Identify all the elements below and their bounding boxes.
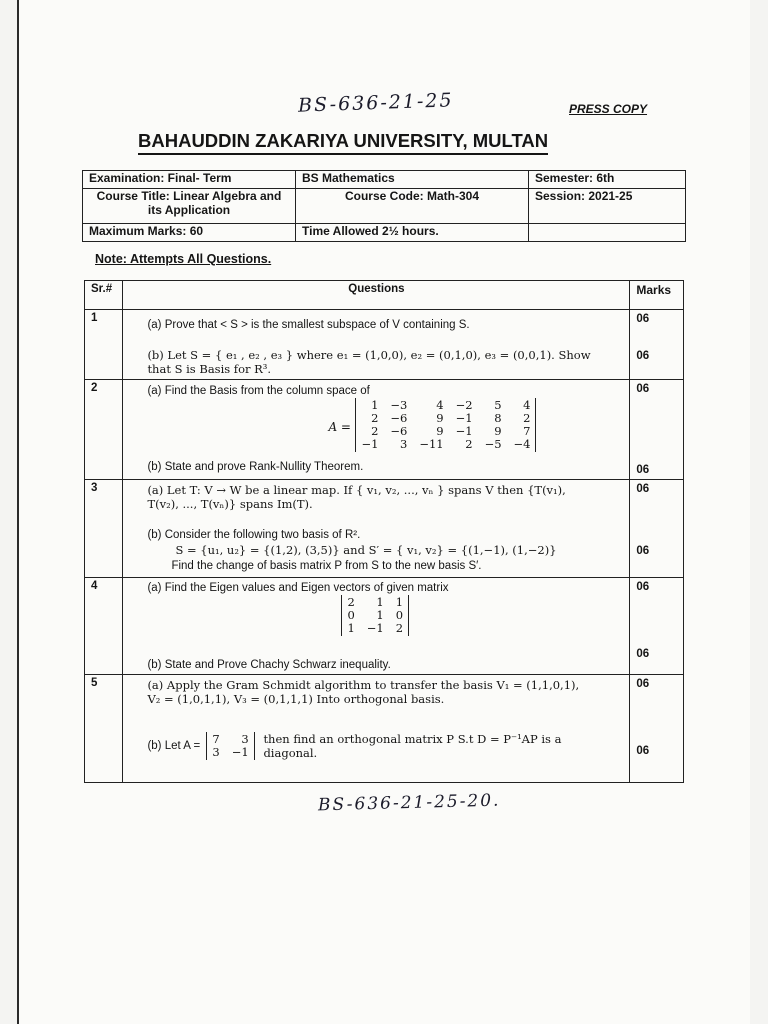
matrix-entry: 2 (347, 595, 355, 609)
matrix-label: A = (328, 420, 351, 434)
matrix-entry: 1 (376, 608, 384, 622)
question-4-part-b: (b) State and Prove Chachy Schwarz inequality. (147, 659, 391, 671)
marks-value: 06 (636, 678, 650, 690)
question-4 (123, 578, 630, 675)
question-3-bases: S = {u₁, u₂} = {(1,2), (3,5)} and S′ = { v₁, v₂} = {(1,−1), (1,−2)} (175, 543, 557, 557)
time-allowed-cell: Time Allowed 2½ hours. (296, 224, 529, 242)
matrix-entry: 1 (395, 595, 404, 609)
matrix-entry: 2 (395, 621, 404, 635)
press-copy-label: PRESS COPY (569, 102, 648, 116)
marks-value: 06 (636, 350, 650, 362)
question-number: 3 (85, 480, 123, 578)
course-title-cell: Course Title: Linear Algebra and its Application (83, 189, 296, 224)
question-1-marks (630, 310, 684, 380)
question-3 (123, 480, 630, 578)
question-1-part-b: (b) Let S = { e₁ , e₂ , e₃ } where e₁ = (1,0,0), e₂ = (0,1,0), e₃ = (0,0,1). Show that S is Basis for R³. (147, 348, 591, 376)
matrix-entry: 7 (523, 424, 531, 438)
eigen-matrix (341, 595, 409, 636)
matrix-entry: −5 (484, 437, 502, 451)
question-4-marks (630, 578, 684, 675)
matrix-entry: −6 (390, 424, 408, 438)
question-3-marks (630, 480, 684, 578)
question-5-part-a: (a) Apply the Gram Schmidt algorithm to transfer the basis V₁ = (1,1,0,1), V₂ = (1,0,1,1), V₃ = (0,1,1,1) Into orthogonal basis. (147, 678, 580, 706)
question-2-part-a: (a) Find the Basis from the column space of (147, 385, 370, 397)
question-2-part-b: (b) State and prove Rank-Nullity Theorem. (147, 461, 364, 473)
matrix-entry: −1 (231, 745, 249, 759)
session-cell: Session: 2021-25 (529, 189, 686, 224)
matrix-entry: 3 (212, 745, 220, 759)
handwritten-paper-code: BS-636-21-25 (297, 89, 454, 117)
matrix-entry: −1 (361, 437, 379, 451)
question-2 (123, 380, 630, 480)
marks-value: 06 (636, 648, 650, 660)
marks-value: 06 (636, 745, 650, 757)
sr-header: Sr.# (85, 281, 123, 310)
matrix-entry: 2 (371, 424, 379, 438)
matrix-entry: 5 (494, 398, 502, 412)
examination-cell: Examination: Final- Term (83, 171, 296, 189)
university-title: BAHAUDDIN ZAKARIYA UNIVERSITY, MULTAN (138, 130, 548, 155)
marks-header: Marks (630, 281, 684, 310)
matrix-entry: 4 (436, 398, 444, 412)
question-number: 5 (85, 675, 123, 783)
matrix-entry: −6 (390, 411, 408, 425)
question-1 (123, 310, 630, 380)
questions-table (84, 280, 684, 783)
question-3-instruction: Find the change of basis matrix P from S to the new basis S′. (171, 560, 482, 572)
matrix-entry: 8 (494, 411, 502, 425)
matrix-entry: 3 (400, 437, 408, 451)
question-3-part-b: (b) Consider the following two basis of R². (147, 529, 361, 541)
matrix-entry: −1 (366, 621, 384, 635)
question-number: 2 (85, 380, 123, 480)
matrix-entry: 2 (523, 411, 531, 425)
column-space-matrix (355, 398, 536, 452)
marks-value: 06 (636, 581, 650, 593)
matrix-entry: 9 (494, 424, 502, 438)
question-number: 1 (85, 310, 123, 380)
course-code-cell: Course Code: Math-304 (296, 189, 529, 224)
marks-value: 06 (636, 545, 650, 557)
question-5-part-b (147, 732, 257, 760)
empty-cell (529, 224, 686, 242)
matrix-entry: −3 (390, 398, 408, 412)
question-4-part-a: (a) Find the Eigen values and Eigen vectors of given matrix (147, 582, 449, 594)
marks-value: 06 (636, 464, 650, 476)
matrix-entry: 4 (523, 398, 531, 412)
matrix-entry: 7 (212, 732, 220, 746)
marks-value: 06 (636, 383, 650, 395)
marks-value: 06 (636, 313, 650, 325)
semester-cell: Semester: 6th (529, 171, 686, 189)
matrix-entry: 2 (371, 411, 379, 425)
matrix-entry: 1 (371, 398, 379, 412)
matrix-entry: 1 (347, 621, 355, 635)
matrix-entry: 0 (395, 608, 404, 622)
matrix-entry: 1 (376, 595, 384, 609)
question-5-part-b-suffix: then find an orthogonal matrix P S.t D = P⁻¹AP is a diagonal. (263, 732, 562, 760)
note-text: Note: Attempts All Questions. (95, 252, 272, 266)
question-5-part-b-prefix: (b) Let A = (147, 740, 201, 753)
matrix-entry: −1 (455, 411, 473, 425)
exam-info-table (82, 170, 686, 242)
matrix-entry: −1 (455, 424, 473, 438)
questions-header: Questions (123, 281, 630, 310)
marks-value: 06 (636, 483, 650, 495)
question-2-marks (630, 380, 684, 480)
paper-edge (17, 0, 19, 1024)
matrix-entry: 0 (347, 608, 355, 622)
matrix-entry: 9 (436, 411, 444, 425)
matrix-entry: −11 (419, 437, 444, 451)
question-3-part-a: (a) Let T: V → W be a linear map. If { v₁, v₂, ..., vₙ } spans V then {T(v₁), T(v₂), ..., T(vₙ)} spans Im(T). (147, 483, 566, 511)
question-number: 4 (85, 578, 123, 675)
matrix-entry: −4 (513, 437, 531, 451)
question-5 (123, 675, 630, 783)
matrix-entry: 9 (436, 424, 444, 438)
max-marks-cell: Maximum Marks: 60 (83, 224, 296, 242)
handwritten-code-bottom: BS-636-21-25-20. (317, 790, 501, 816)
matrix-entry: −2 (455, 398, 473, 412)
question-1-part-a: (a) Prove that < S > is the smallest subspace of V containing S. (147, 319, 470, 331)
matrix-entry: 2 (465, 437, 473, 451)
matrix-entry: 3 (241, 732, 249, 746)
question-5-marks (630, 675, 684, 783)
program-cell: BS Mathematics (296, 171, 529, 189)
diagonalize-matrix (206, 732, 254, 760)
